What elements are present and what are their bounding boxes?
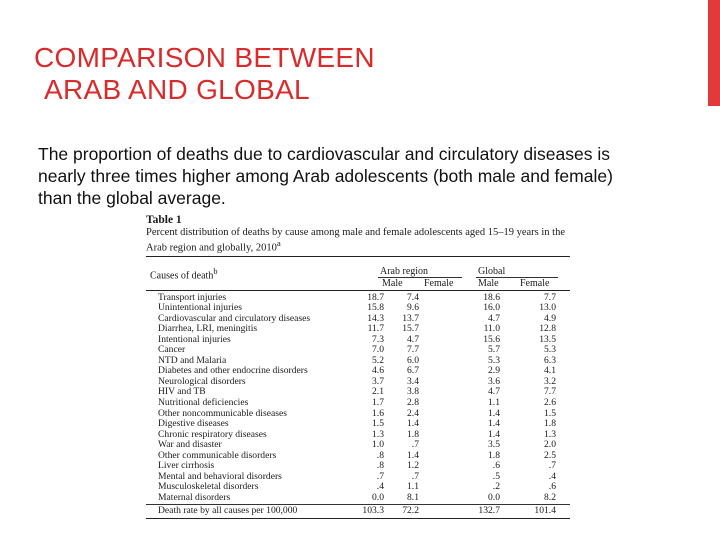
row-value-global-male: 1.4 bbox=[488, 418, 500, 430]
row-value-global-female: 13.5 bbox=[539, 333, 556, 345]
row-value-global-male: .5 bbox=[492, 470, 500, 482]
row-value-arab-female: 3.8 bbox=[407, 386, 419, 398]
row-value-arab-male: 5.2 bbox=[372, 354, 384, 366]
row-value-arab-male: 1.5 bbox=[372, 418, 384, 430]
title-line-2: ARAB AND GLOBAL bbox=[44, 74, 310, 105]
row-value-arab-male: 2.1 bbox=[372, 386, 384, 398]
row-value-arab-male: 1.6 bbox=[372, 407, 384, 419]
row-value-arab-female: 1.4 bbox=[407, 418, 419, 430]
row-cause: War and disaster bbox=[158, 439, 222, 451]
total-row-label: Death rate by all causes per 100,000 bbox=[158, 505, 298, 517]
row-value-global-female: 13.0 bbox=[539, 302, 556, 314]
table-row bbox=[146, 377, 570, 388]
row-value-global-female: .4 bbox=[548, 470, 556, 482]
row-value-arab-male: .4 bbox=[376, 481, 384, 493]
row-value-global-male: 11.0 bbox=[483, 323, 500, 335]
row-value-arab-female: 1.1 bbox=[407, 481, 419, 493]
row-value-global-female: 2.0 bbox=[544, 439, 556, 451]
row-value-arab-female: 6.0 bbox=[407, 354, 419, 366]
row-value-arab-male: 4.6 bbox=[372, 365, 384, 377]
row-value-arab-female: 9.6 bbox=[407, 302, 419, 314]
title-line-1: COMPARISON BETWEEN bbox=[34, 42, 375, 73]
cause-header-text: Causes of death bbox=[150, 269, 214, 281]
row-value-arab-male: 1.0 bbox=[372, 439, 384, 451]
row-value-arab-male: 0.0 bbox=[372, 491, 384, 503]
row-value-arab-male: 18.7 bbox=[367, 291, 384, 303]
slide-title bbox=[34, 42, 375, 106]
row-cause: Diarrhea, LRI, meningitis bbox=[158, 323, 258, 335]
slide-body-text: The proportion of deaths due to cardiovascular and circulatory diseases is nearly three times higher among Arab adolescents (both male and female) than the global average. bbox=[38, 144, 613, 208]
row-value-arab-male: .8 bbox=[376, 449, 384, 461]
row-value-global-male: .2 bbox=[492, 481, 500, 493]
row-value-arab-male: 11.7 bbox=[367, 323, 384, 335]
row-cause: Liver cirrhosis bbox=[158, 460, 215, 472]
row-cause: Nutritional deficiencies bbox=[158, 396, 249, 408]
row-value-arab-female: 1.8 bbox=[407, 428, 419, 440]
row-cause: Neurological disorders bbox=[158, 375, 246, 387]
row-cause: Maternal disorders bbox=[158, 491, 231, 503]
row-value-global-male: 15.6 bbox=[483, 333, 500, 345]
total-global-female: 101.4 bbox=[534, 505, 556, 517]
row-value-global-male: 3.5 bbox=[488, 439, 500, 451]
row-cause: Unintentional injuries bbox=[158, 302, 242, 314]
arab-region-header: Arab region bbox=[380, 265, 429, 277]
arab-female-header: Female bbox=[424, 277, 454, 289]
row-cause: HIV and TB bbox=[158, 386, 206, 398]
row-cause: Cancer bbox=[158, 344, 186, 356]
global-female-header: Female bbox=[520, 277, 550, 289]
row-value-arab-male: 3.7 bbox=[372, 375, 384, 387]
row-value-arab-female: 1.2 bbox=[407, 460, 419, 472]
row-value-global-male: 1.4 bbox=[488, 428, 500, 440]
row-cause: Other noncommunicable diseases bbox=[158, 407, 287, 419]
row-value-global-female: .6 bbox=[548, 481, 556, 493]
row-value-arab-female: .7 bbox=[411, 470, 419, 482]
table-total-row bbox=[146, 505, 570, 517]
row-value-arab-male: 1.3 bbox=[372, 428, 384, 440]
row-value-global-male: 4.7 bbox=[488, 312, 500, 324]
row-value-arab-female: 7.7 bbox=[407, 344, 419, 356]
row-cause: Chronic respiratory diseases bbox=[158, 428, 267, 440]
row-value-arab-male: 14.3 bbox=[367, 312, 384, 324]
row-value-global-male: 3.6 bbox=[488, 375, 500, 387]
row-value-arab-female: 4.7 bbox=[407, 333, 419, 345]
row-value-global-female: 2.6 bbox=[544, 396, 556, 408]
row-cause: Musculoskeletal disorders bbox=[158, 481, 259, 493]
table-group-header bbox=[146, 265, 570, 281]
table-body bbox=[146, 293, 570, 504]
row-value-arab-male: 15.8 bbox=[367, 302, 384, 314]
arab-male-header: Male bbox=[382, 277, 403, 289]
row-value-global-female: 1.8 bbox=[544, 418, 556, 430]
row-value-arab-female: 8.1 bbox=[407, 491, 419, 503]
row-value-global-female: 1.5 bbox=[544, 407, 556, 419]
row-value-global-female: 5.3 bbox=[544, 344, 556, 356]
table-caption bbox=[146, 227, 570, 257]
row-value-global-male: .6 bbox=[492, 460, 500, 472]
table-bottom-rule bbox=[146, 518, 570, 519]
row-value-global-female: 7.7 bbox=[544, 291, 556, 303]
row-value-global-male: 5.3 bbox=[488, 354, 500, 366]
row-value-arab-male: 1.7 bbox=[372, 396, 384, 408]
row-cause: Transport injuries bbox=[158, 291, 227, 303]
row-value-global-female: 7.7 bbox=[544, 386, 556, 398]
row-value-global-male: 5.7 bbox=[488, 344, 500, 356]
row-value-arab-female: 2.8 bbox=[407, 396, 419, 408]
row-value-arab-female: 2.4 bbox=[407, 407, 419, 419]
row-value-arab-female: .7 bbox=[411, 439, 419, 451]
table-row bbox=[146, 493, 570, 504]
row-value-global-female: 4.9 bbox=[544, 312, 556, 324]
row-cause: Mental and behavioral disorders bbox=[158, 470, 282, 482]
row-value-arab-female: 7.4 bbox=[407, 291, 419, 303]
total-arab-male: 103.3 bbox=[362, 505, 384, 517]
global-header: Global bbox=[478, 265, 506, 277]
row-value-global-male: 1.4 bbox=[488, 407, 500, 419]
row-value-arab-female: 6.7 bbox=[407, 365, 419, 377]
accent-bar bbox=[708, 0, 720, 106]
row-value-global-male: 2.9 bbox=[488, 365, 500, 377]
row-value-global-female: 12.8 bbox=[539, 323, 556, 335]
row-value-global-female: 3.2 bbox=[544, 375, 556, 387]
table-row bbox=[146, 335, 570, 346]
row-value-global-female: 4.1 bbox=[544, 365, 556, 377]
caption-footnote-mark: a bbox=[276, 238, 281, 248]
total-arab-female: 72.2 bbox=[402, 505, 419, 517]
row-value-global-male: 1.8 bbox=[488, 449, 500, 461]
global-male-header: Male bbox=[478, 277, 499, 289]
table-row bbox=[146, 303, 570, 314]
table-sex-header bbox=[146, 278, 570, 291]
row-value-arab-male: .7 bbox=[376, 470, 384, 482]
row-value-global-male: 4.7 bbox=[488, 386, 500, 398]
row-value-global-female: 2.5 bbox=[544, 449, 556, 461]
row-value-arab-female: 3.4 bbox=[407, 375, 419, 387]
row-value-global-male: 16.0 bbox=[483, 302, 500, 314]
table-label: Table 1 bbox=[146, 214, 182, 226]
row-cause: Other communicable disorders bbox=[158, 449, 277, 461]
row-cause: NTD and Malaria bbox=[158, 354, 227, 366]
row-value-arab-female: 15.7 bbox=[402, 323, 419, 335]
row-value-global-male: 18.6 bbox=[483, 291, 500, 303]
row-cause: Cardiovascular and circulatory diseases bbox=[158, 312, 311, 324]
row-value-global-female: 1.3 bbox=[544, 428, 556, 440]
total-global-male: 132.7 bbox=[478, 505, 500, 517]
row-value-global-male: 0.0 bbox=[488, 491, 500, 503]
table-caption-text: Percent distribution of deaths by cause among male and female adolescents aged 15–19 years in the Arab region and globally, 2010 bbox=[146, 227, 565, 254]
row-value-global-female: .7 bbox=[548, 460, 556, 472]
row-value-global-male: 1.1 bbox=[488, 396, 500, 408]
row-cause: Intentional injuries bbox=[158, 333, 231, 345]
cause-footnote-mark: b bbox=[213, 266, 218, 276]
row-value-arab-male: .8 bbox=[376, 460, 384, 472]
row-value-global-female: 8.2 bbox=[544, 491, 556, 503]
row-value-arab-male: 7.3 bbox=[372, 333, 384, 345]
row-value-arab-male: 7.0 bbox=[372, 344, 384, 356]
row-value-arab-female: 13.7 bbox=[402, 312, 419, 324]
table-row bbox=[146, 398, 570, 409]
row-cause: Digestive diseases bbox=[158, 418, 229, 430]
mortality-table bbox=[146, 214, 570, 519]
row-value-global-female: 6.3 bbox=[544, 354, 556, 366]
row-cause: Diabetes and other endocrine disorders bbox=[158, 365, 308, 377]
row-value-arab-female: 1.4 bbox=[407, 449, 419, 461]
